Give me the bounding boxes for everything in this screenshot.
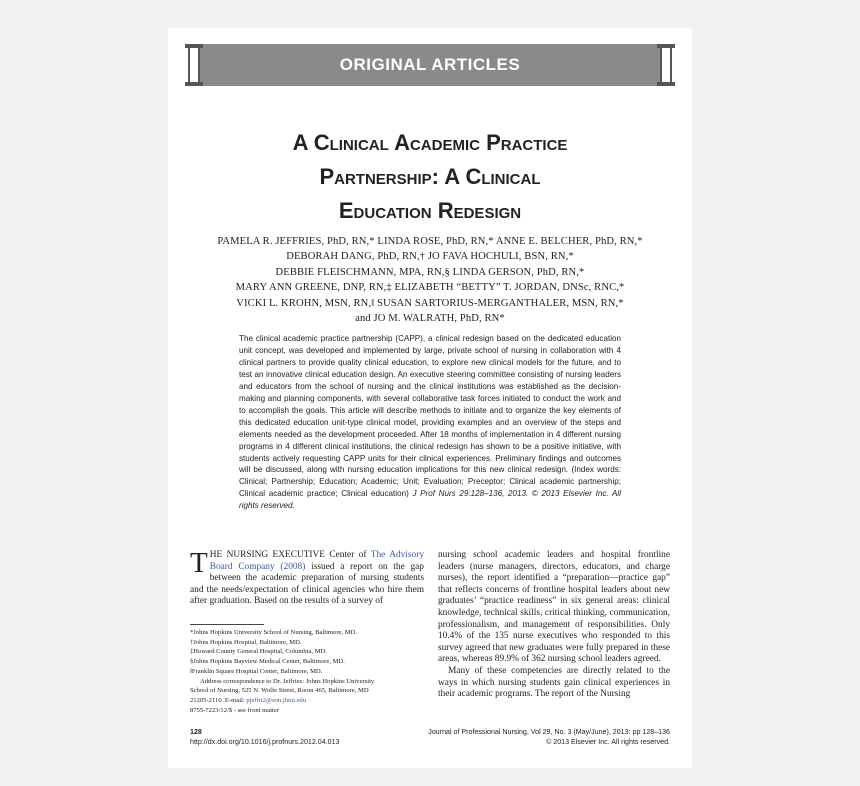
affiliation-footnote: *Johns Hopkins University School of Nursing, Baltimore, MD. xyxy=(190,629,358,636)
footer-right xyxy=(400,727,670,747)
article-title-line: Education Redesign xyxy=(338,198,522,223)
footer-left xyxy=(190,727,430,747)
issn-line: 8755-7223/12/$ - see front matter xyxy=(190,706,279,714)
author-line: PAMELA R. JEFFRIES, PhD, RN,* LINDA ROSE, PhD, RN,* ANNE E. BELCHER, PhD, RN,* xyxy=(217,236,643,247)
body-column-left xyxy=(190,547,424,608)
footnote-divider xyxy=(190,624,264,625)
affiliation-footnote: ‖Franklin Square Hospital Center, Baltimore, MD. xyxy=(190,667,323,675)
article-title-line: Partnership: A Clinical xyxy=(319,164,541,189)
correspondence-line: Address correspondence to Dr. Jeffries: Johns Hopkins University xyxy=(200,677,375,685)
section-banner-label: ORIGINAL ARTICLES xyxy=(339,55,521,74)
author-line: DEBBIE FLEISCHMANN, MPA, RN,§ LINDA GERSON, PhD, RN,* xyxy=(275,266,585,278)
correspondence-line xyxy=(190,696,426,706)
article-title xyxy=(190,126,670,228)
affiliation-footnote: §Johns Hopkins Bayview Medical Center, Baltimore, MD. xyxy=(190,658,345,666)
section-banner xyxy=(190,44,670,86)
body-paragraph: Many of these competencies are directly related to the ways in which nursing students gain clinical experiences in their academic programs. The report of the Nursing xyxy=(438,665,670,700)
body-paragraph: nursing school academic leaders and hospital frontline leaders (nurse managers, directors, educators, and charge nurses), the report identified a “preparation—practice gap” that reflects concerns of frontline hospital leaders about new graduates’ “practice readiness” in six general areas: clinical knowledge, technical skills, critical thinking, communication, professionalism, and management of responsibilities. Only 10.4% of the 135 nurse executives who responded to this survey agreed that new graduates were fully prepared in these areas, whereas 89.9% of 362 nursing school leaders agreed. xyxy=(438,550,670,665)
author-line: and JO M. WALRATH, PhD, RN* xyxy=(355,313,505,325)
reference-link[interactable]: The Advisory Board Company (2008) xyxy=(209,550,424,572)
author-line: MARY ANN GREENE, DNP, RN,‡ ELIZABETH “BETTY” T. JORDAN, DNSc, RNC,* xyxy=(235,282,625,294)
footnotes xyxy=(190,628,426,715)
journal-citation: Journal of Professional Nursing, Vol 29, No. 3 (May/June), 2013: pp 128–136 xyxy=(428,728,670,736)
email-link[interactable]: pjeffri2@son.jhmi.edu xyxy=(246,696,307,704)
author-line: DEBORAH DANG, PhD, RN,† JO FAVA HOCHULI, BSN, RN,* xyxy=(286,251,574,263)
article-title-line: A Clinical Academic Practice xyxy=(292,130,568,155)
copyright-notice: © 2013 Elsevier Inc. All rights reserved. xyxy=(546,738,670,746)
affiliation-footnote: †Johns Hopkins Hospital, Baltimore, MD. xyxy=(190,638,302,646)
lead-in-text: HE NURSING EXECUTIVE xyxy=(209,550,325,560)
author-list xyxy=(190,234,670,326)
abstract xyxy=(239,333,621,512)
abstract-text: The clinical academic practice partnership (CAPP), a clinical redesign based on the dedicated education unit concept, was developed and implemented by large, private school of nursing in collaboration with 4 clinical partners to provide quality clinical education, to explore new clinical models for the future, and to test an innovative clinical education design. An executive steering committee consisting of nursing leaders and educators from the school of nursing and the clinical institutions was established as the decision-making and planning components, with several collaborative task forces initiated to conduct the work and to accomplish the goals. This article will describe methods to initiate and to organize the key elements of this dedicated education unit-type clinical model, providing examples and an overview of the steps and elements needed as the development proceeded. After 18 months of implementation in 4 different nursing programs in 4 different clinical institutions, the clinical redesign has shown to be a positive initiative, with students actively requesting CAPP units for their clinical experiences. Preliminary findings and outcomes will be discussed, along with nursing education implications for this new clinical redesign. (Index words: Clinical; Partnership; Education; Academic; Unit; Evaluation; Preceptor; Clinical academic partnership; Clinical academic practice; Clinical education) xyxy=(239,334,621,499)
author-line: VICKI L. KROHN, MSN, RN,‖ SUSAN SARTORIUS-MERGANTHALER, MSN, RN,* xyxy=(236,297,624,309)
banner-left-pillar-icon xyxy=(188,44,200,86)
doi-link[interactable]: http://dx.doi.org/10.1016/j.profnurs.2012.04.013 xyxy=(190,738,340,746)
correspondence-line: School of Nursing, 525 N. Wolfe Street, Room 465, Baltimore, MD xyxy=(190,687,369,695)
abstract-citation: J Prof Nurs 29:128–136, 2013. © 2013 Elsevier Inc. All rights reserved. xyxy=(239,489,622,511)
affiliation-footnote: ‡Howard County General Hospital, Columbia, MD. xyxy=(190,648,327,656)
body-column-right xyxy=(438,550,670,701)
page-number: 128 xyxy=(190,728,202,736)
drop-cap: T xyxy=(190,547,208,579)
correspondence-text: 21205-2110. E-mail: xyxy=(190,696,247,704)
body-text: issued a report on the gap between the academic preparation of nursing students and the needs/expectation of clinical agencies who hire them after graduation. Based on the results of a survey of xyxy=(190,561,424,607)
body-text: Center of xyxy=(324,550,371,560)
banner-right-pillar-icon xyxy=(660,44,672,86)
